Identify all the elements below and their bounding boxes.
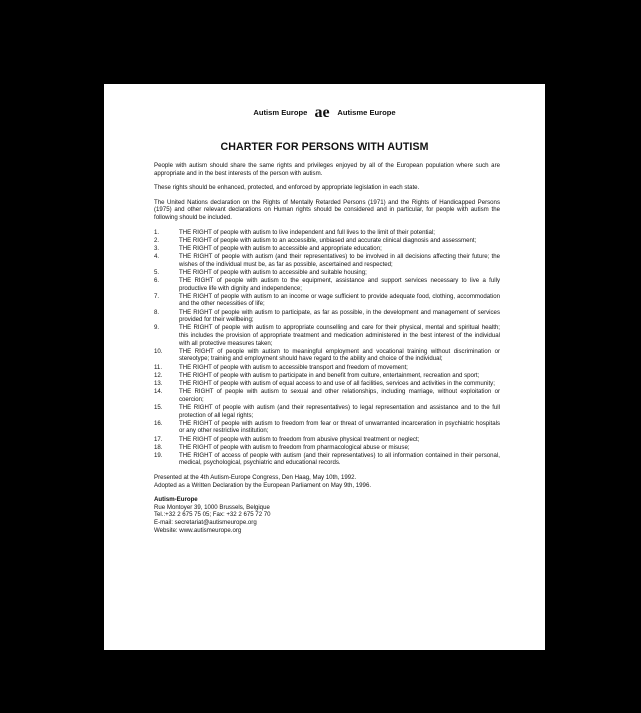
item-number: 14. xyxy=(154,388,163,396)
item-text: THE RIGHT of people with autism to accessible and appropriate education; xyxy=(179,244,382,252)
item-text: THE RIGHT of people with autism of equal access to and use of all facilities, services and activities in the community; xyxy=(179,379,495,387)
item-text: THE RIGHT of people with autism to live independent and full lives to the limit of their potential; xyxy=(179,228,435,236)
item-text: THE RIGHT of people with autism to an income or wage sufficient to provide adequate food, clothing, accommodation and the other necessities of life; xyxy=(179,292,500,308)
item-number: 4. xyxy=(154,253,160,261)
item-text: THE RIGHT of people with autism to participate, as far as possible, in the development and management of services provided for their wellbeing; xyxy=(179,308,500,324)
item-text: THE RIGHT of people with autism (and their representatives) to legal representation and assistance and to the full protection of all legal rights; xyxy=(179,403,500,419)
logo-right-text: Autisme Europe xyxy=(337,107,396,117)
list-item xyxy=(154,404,500,419)
list-item xyxy=(154,380,500,388)
contact-block xyxy=(154,496,500,534)
list-item xyxy=(154,269,500,277)
list-item xyxy=(154,452,500,467)
list-item xyxy=(154,348,500,363)
item-text: THE RIGHT of people with autism to appropriate counselling and care for their physical, mental and spiritual health; this includes the provision of appropriate treatment and medication administered in the best interest of the individual with all protective measures taken; xyxy=(179,324,500,347)
presented-note xyxy=(154,474,500,489)
page-title: CHARTER FOR PERSONS WITH AUTISM xyxy=(220,141,429,153)
list-item xyxy=(154,245,500,253)
item-text: THE RIGHT of people with autism to freedom from abusive physical treatment or neglect; xyxy=(179,435,420,443)
item-text: THE RIGHT of people with autism to participate in and benefit from culture, entertainment, recreation and sport; xyxy=(179,371,480,379)
item-number: 8. xyxy=(154,308,160,316)
list-item xyxy=(154,309,500,324)
item-text: THE RIGHT of people with autism to the equipment, assistance and support services necessary to live a fully productive life with dignity and independence; xyxy=(179,277,500,292)
ae-logo-icon xyxy=(311,104,333,120)
item-text: THE RIGHT of people with autism to accessible and suitable housing; xyxy=(179,268,367,276)
item-number: 1. xyxy=(154,228,160,236)
list-item xyxy=(154,293,500,308)
website: Website: www.autismeurope.org xyxy=(154,526,242,534)
address: Rue Montoyer 39, 1000 Brussels, Belgique xyxy=(154,503,270,511)
item-number: 11. xyxy=(154,363,163,371)
item-text: THE RIGHT of people with autism to freedom from pharmacological abuse or misuse; xyxy=(179,443,410,451)
presented-line: Presented at the 4th Autism-Europe Congress, Den Haag, May 10th, 1992. xyxy=(154,474,357,482)
list-item xyxy=(154,237,500,245)
item-number: 2. xyxy=(154,236,160,244)
list-item xyxy=(154,436,500,444)
logo-header xyxy=(104,103,545,121)
item-number: 13. xyxy=(154,379,163,387)
intro-paragraph: People with autism should share the same rights and privileges enjoyed by all of the European population where such are appropriate and in the best interests of the person with autism. xyxy=(154,162,500,177)
item-number: 18. xyxy=(154,443,163,451)
item-text: THE RIGHT of people with autism to freedom from fear or threat of unwarranted incarceration in psychiatric hospitals or any other restrictive institution; xyxy=(179,419,500,435)
intro-paragraph: The United Nations declaration on the Rights of Mentally Retarded Persons (1971) and the Rights of Handicapped Persons (1975) and other relevant declarations on Human rights should be considered and in particular, for people with autism the following should be included. xyxy=(154,198,500,221)
item-number: 15. xyxy=(154,403,163,411)
item-text: THE RIGHT of access of people with autism (and their representatives) to all information contained in their personal, medical, psychological, psychiatric and educational records. xyxy=(179,451,500,467)
document-page xyxy=(104,84,545,650)
list-item xyxy=(154,229,500,237)
item-number: 10. xyxy=(154,347,163,355)
item-number: 12. xyxy=(154,371,163,379)
list-item xyxy=(154,420,500,435)
item-number: 7. xyxy=(154,292,160,300)
organization-name: Autism-Europe xyxy=(154,496,198,504)
item-number: 5. xyxy=(154,268,160,276)
item-number: 9. xyxy=(154,324,160,332)
item-text: THE RIGHT of people with autism (and their representatives) to be involved in all decisions affecting their future; the wishes of the individual must be, as far as possible, ascertained and respected; xyxy=(179,253,500,268)
list-item xyxy=(154,388,500,403)
list-item xyxy=(154,364,500,372)
item-number: 16. xyxy=(154,419,163,427)
intro-paragraph: These rights should be enhanced, protected, and enforced by appropriate legislation in each state. xyxy=(154,184,420,192)
item-number: 19. xyxy=(154,451,163,459)
list-item xyxy=(154,324,500,347)
adopted-line: Adopted as a Written Declaration by the European Parliament on May 9th, 1996. xyxy=(154,481,372,489)
email: E-mail: secretariat@autismeurope.org xyxy=(154,519,257,527)
item-number: 17. xyxy=(154,435,163,443)
phone-fax: Tel.:+32 2 675 75 05; Fax: +32 2 675 72 70 xyxy=(154,511,271,519)
list-item xyxy=(154,444,500,452)
svg-text:ae: ae xyxy=(314,104,330,120)
item-text: THE RIGHT of people with autism to sexual and other relationships, including marriage, without exploitation or coercion; xyxy=(179,388,500,403)
list-item xyxy=(154,277,500,292)
item-number: 6. xyxy=(154,277,160,285)
charter-body xyxy=(154,162,500,534)
list-item xyxy=(154,372,500,380)
item-text: THE RIGHT of people with autism to meaningful employment and vocational training without discrimination or stereotype; training and employment should have regard to the ability and choice of the individual; xyxy=(179,347,500,363)
list-item xyxy=(154,253,500,268)
item-text: THE RIGHT of people with autism to accessible transport and freedom of movement; xyxy=(179,363,408,371)
item-text: THE RIGHT of people with autism to an accessible, unbiased and accurate clinical diagnosis and assessment; xyxy=(179,236,477,244)
item-number: 3. xyxy=(154,244,160,252)
rights-list xyxy=(154,229,500,468)
logo-left-text: Autism Europe xyxy=(253,107,308,117)
